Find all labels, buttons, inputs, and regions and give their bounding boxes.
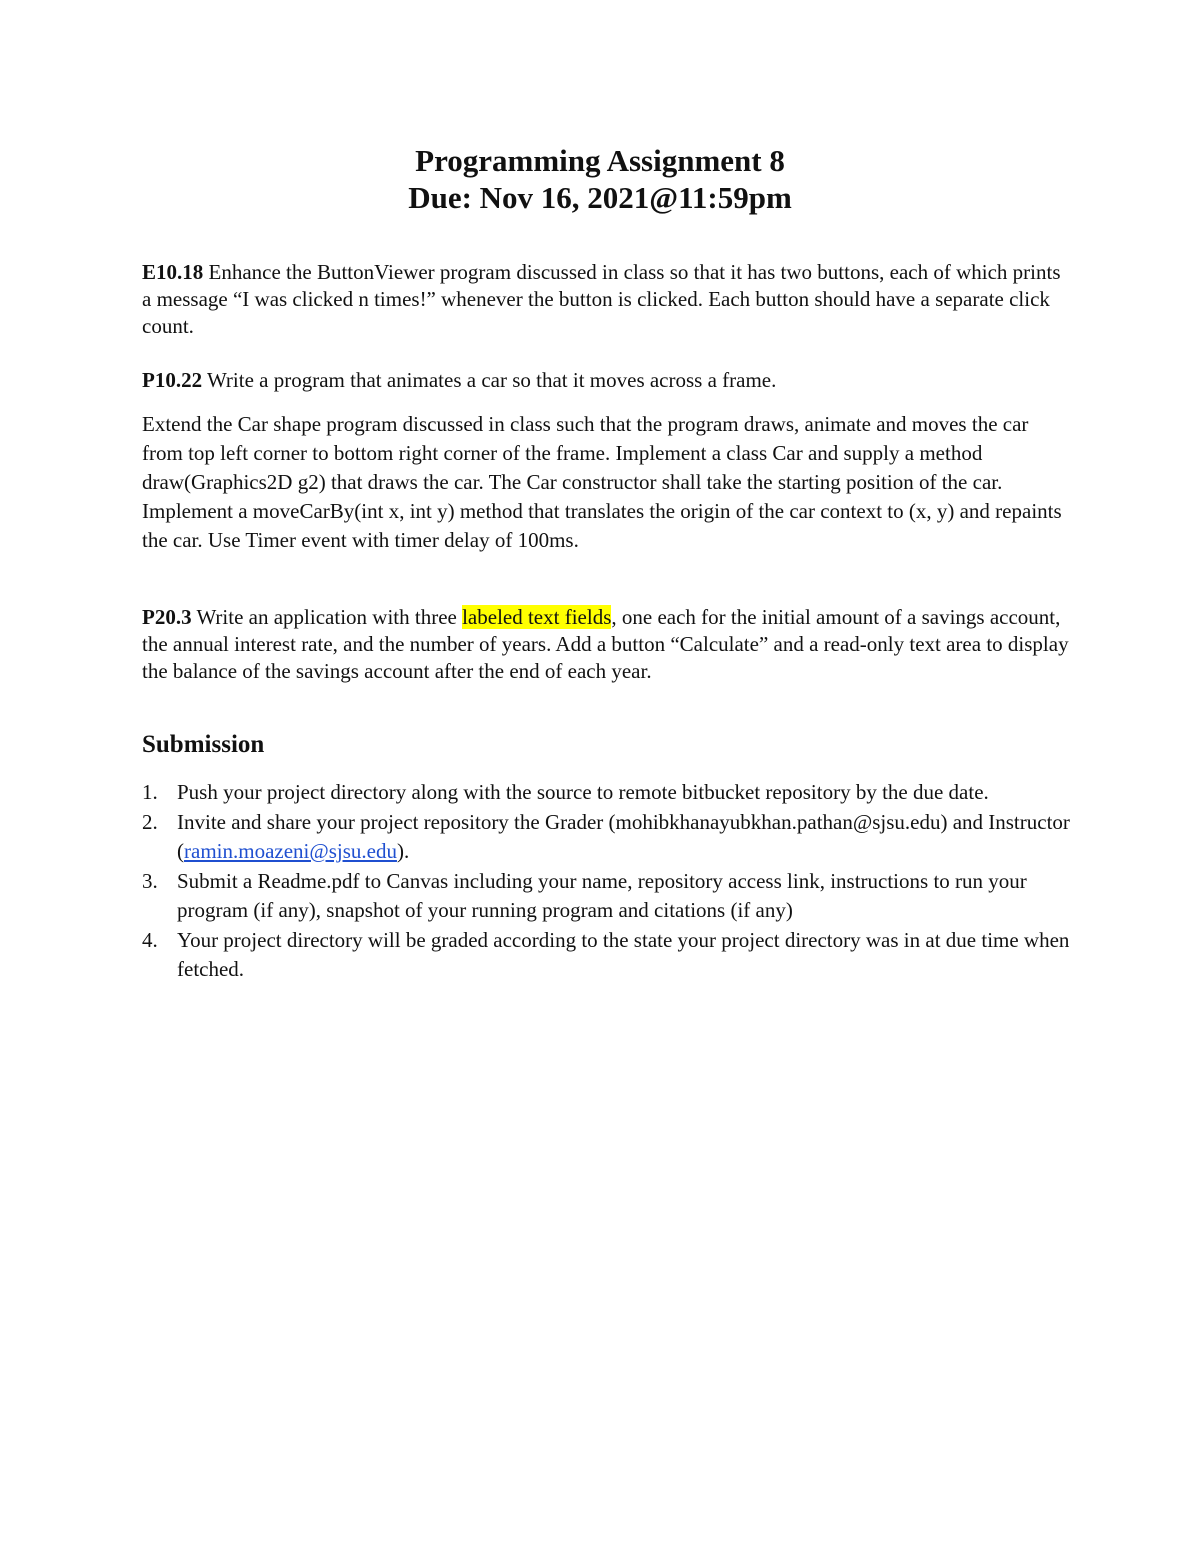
list-number: 3. <box>142 869 158 893</box>
due-date: Due: Nov 16, 2021@11:59pm <box>408 180 792 215</box>
problem-text: Extend the Car shape program discussed in class such that the program draws, animate and moves the car from top left corner to bottom right corner of the frame. Implement a class Car and supply a method draw(Graphics2D g2) that draws the car. The Car constructor shall take the starting position of the car. Implement a moveCarBy(int x, int y) method that translates the origin of the car context to (x, y) and repaints the car. Use Timer event with timer delay of 100ms. <box>142 412 1062 552</box>
list-number: 4. <box>142 928 158 952</box>
page-title: Programming Assignment 8 <box>415 143 785 178</box>
problem-text: Write a program that animates a car so that it moves across a frame. <box>202 368 777 392</box>
list-text: Submit a Readme.pdf to Canvas including your name, repository access link, instructions to run your program (if any), snapshot of your running program and citations (if any) <box>177 869 1027 922</box>
problem-text: Enhance the ButtonViewer program discussed in class so that it has two buttons, each of which prints a message “I was clicked n times!” whenever the button is clicked. Each button should have a separate click count. <box>142 260 1061 338</box>
problem-text: Write an application with three <box>191 605 463 629</box>
list-text: ). <box>396 839 410 863</box>
list-item <box>142 867 1072 925</box>
title-block <box>0 142 1200 216</box>
problem-code: E10.18 <box>142 260 204 284</box>
problem-p10-22-detail <box>142 410 1072 555</box>
list-number: 1. <box>142 780 158 804</box>
list-text: Your project directory will be graded according to the state your project directory was in at due time when fetched. <box>177 928 1070 981</box>
problem-code: P10.22 <box>142 368 203 392</box>
list-item <box>142 808 1072 866</box>
problem-e10-18 <box>142 259 1072 340</box>
list-number: 2. <box>142 810 158 834</box>
list-item <box>142 778 1072 807</box>
problem-code: P20.3 <box>142 605 192 629</box>
problem-p10-22 <box>142 367 1072 394</box>
submission-list <box>142 778 1072 985</box>
highlighted-text: labeled text fields <box>462 605 612 629</box>
list-text: Invite and share your project repository the Grader (mohibkhanayubkhan.pathan@sjsu.edu) and Instructor ( <box>177 810 1070 863</box>
list-item <box>142 926 1072 984</box>
instructor-email-link[interactable]: ramin.moazeni@sjsu.edu <box>184 839 397 863</box>
problem-text: , one each for the initial amount of a savings account, the annual interest rate, and the number of years. Add a button “Calculate” and a read-only text area to display the balance of the savings account after the end of each year. <box>142 605 1069 683</box>
list-text: Push your project directory along with the source to remote bitbucket repository by the due date. <box>177 780 989 804</box>
submission-heading: Submission <box>142 731 265 758</box>
problem-p20-3 <box>142 604 1072 685</box>
